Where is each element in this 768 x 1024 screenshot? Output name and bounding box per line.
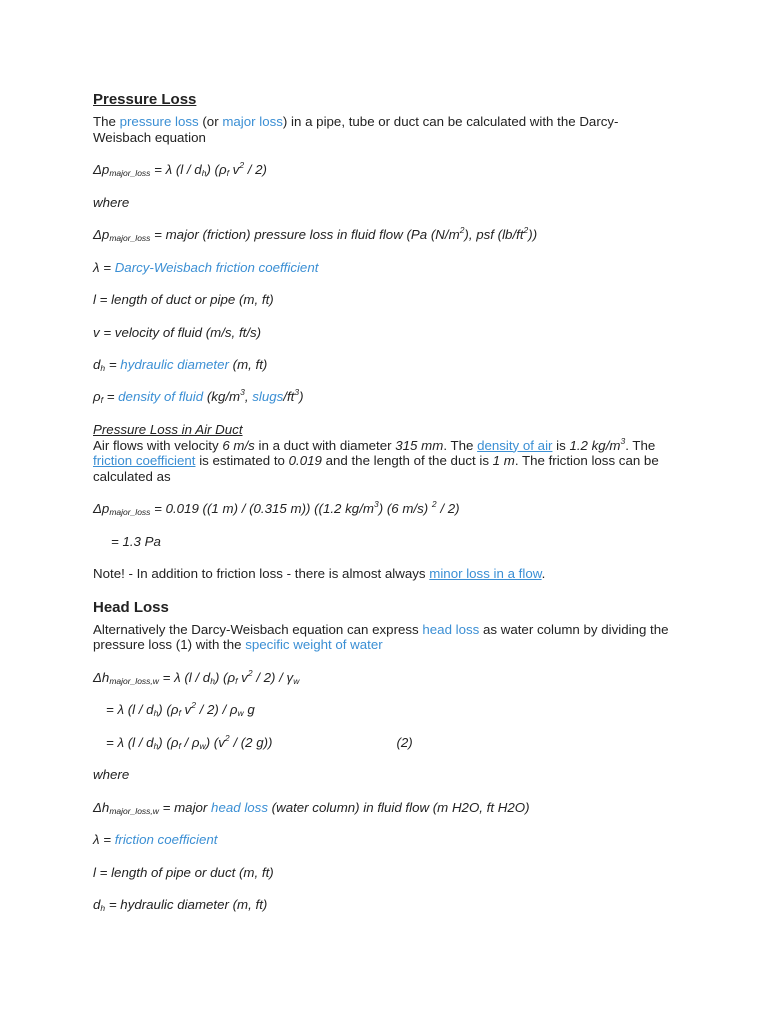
eq-text: / 2) / ρ — [195, 702, 238, 718]
eq-subscript: h — [153, 740, 159, 751]
def-head-loss — [93, 800, 673, 816]
ex-text: . The — [443, 437, 478, 453]
def-pressure-loss — [93, 227, 673, 243]
where-label: where — [93, 767, 130, 783]
eq-superscript: 2 — [247, 667, 253, 678]
link-hydraulic-diameter[interactable]: hydraulic diameter — [120, 356, 229, 372]
def-subscript: h — [100, 903, 106, 914]
section-heading-head-loss: Head Loss — [93, 598, 169, 616]
example-heading: Pressure Loss in Air Duct — [93, 421, 243, 437]
eq-text: ) (ρ — [158, 734, 179, 750]
def-superscript: 3 — [294, 387, 300, 398]
intro-text: Alternatively the Darcy-Weisbach equation can express — [93, 621, 423, 637]
def-text: = hydraulic diameter (m, ft) — [105, 897, 268, 913]
where-label: where — [93, 194, 130, 210]
intro-text: ) in a pipe, tube or duct can be calculated with the Darcy-Weisbach equation — [93, 114, 619, 145]
calc-text: = 0.019 ((1 m) / (0.315 m)) ((1.2 kg/m — [150, 501, 374, 517]
eq-subscript: h — [153, 708, 159, 719]
calc-subscript: major_loss — [109, 507, 151, 518]
eq-text: v — [228, 162, 240, 178]
eq-text: = λ (l / d — [106, 734, 154, 750]
def-velocity: v = velocity of fluid (m/s, ft/s) — [93, 324, 262, 340]
eq-symbol: Δp — [93, 162, 110, 178]
eq-subscript: major_loss,w — [109, 675, 159, 686]
def-text: (kg/m — [203, 389, 241, 405]
darcy-weisbach-equation — [93, 162, 673, 178]
link-minor-loss[interactable]: minor loss in a flow — [429, 566, 542, 582]
head-loss-equation-2 — [93, 702, 673, 718]
eq-text: v — [180, 702, 192, 718]
section-heading-pressure-loss: Pressure Loss — [93, 91, 197, 108]
eq-superscript: 2 — [224, 732, 230, 743]
def-text: ) — [299, 389, 304, 405]
link-density-of-air[interactable]: density of air — [477, 437, 553, 453]
ex-text: is estimated to — [195, 453, 289, 469]
def-text: λ = — [93, 832, 115, 848]
def-text: , — [244, 389, 253, 405]
intro-text: The — [93, 114, 120, 129]
intro-text: (or — [198, 114, 223, 129]
def-superscript: 2 — [459, 225, 465, 236]
eq-subscript: w — [199, 740, 206, 751]
def-symbol: Δp — [93, 227, 110, 243]
eq-subscript: h — [210, 675, 215, 686]
link-head-loss-def[interactable]: head loss — [211, 799, 268, 815]
eq-text: ) (ρ — [214, 669, 236, 685]
def-length-head: l = length of pipe or duct (m, ft) — [93, 864, 274, 880]
def-hydraulic-diameter-head — [93, 897, 673, 913]
link-pressure-loss[interactable]: pressure loss — [119, 114, 199, 129]
def-lambda-head — [93, 832, 673, 848]
def-symbol: d — [93, 356, 101, 372]
ex-text: . The — [625, 437, 656, 453]
eq-text: / 2) — [244, 162, 267, 178]
def-symbol: ρ — [93, 389, 101, 405]
head-loss-equation-1 — [93, 667, 673, 686]
eq-subscript: w — [237, 708, 244, 719]
eq-text: / ρ — [180, 734, 200, 750]
def-subscript: major_loss,w — [109, 805, 159, 816]
calc-superscript: 3 — [373, 499, 379, 510]
link-friction-coefficient-def[interactable]: friction coefficient — [114, 832, 218, 848]
link-major-loss[interactable]: major loss — [222, 114, 283, 129]
example-paragraph — [93, 435, 673, 485]
note-text: Note! - In addition to friction loss - there is almost always — [93, 566, 430, 582]
ex-value: 1.2 kg/m — [569, 437, 621, 453]
calc-text: / 2) — [436, 501, 460, 517]
def-text: /ft — [283, 389, 295, 405]
def-length: l = length of duct or pipe (m, ft) — [93, 292, 274, 308]
eq-superscript: 2 — [191, 700, 196, 711]
eq-symbol: Δh — [93, 669, 110, 685]
eq-text: / 2) / γ — [252, 669, 294, 685]
def-text: (m, ft) — [228, 356, 268, 372]
eq-text: / (2 g)) — [229, 734, 273, 750]
def-superscript: 2 — [523, 225, 529, 236]
def-symbol: Δh — [93, 799, 110, 815]
ex-text: . The friction loss can be calculated as — [93, 453, 659, 484]
def-text: = major — [158, 799, 212, 815]
ex-superscript: 3 — [620, 435, 626, 446]
head-loss-equation-3 — [93, 732, 673, 751]
eq-text: = λ (l / d — [158, 669, 211, 685]
eq-text: ) (ρ — [158, 702, 179, 718]
link-darcy-weisbach-coefficient[interactable]: Darcy-Weisbach friction coefficient — [114, 259, 319, 275]
ex-value: 315 mm — [395, 437, 444, 453]
def-text: λ = — [93, 259, 115, 275]
def-density — [93, 389, 673, 405]
def-symbol: d — [93, 897, 101, 913]
head-loss-intro — [93, 622, 673, 653]
ex-value: 6 m/s — [222, 437, 255, 453]
def-text: = major (friction) pressure loss in fluid flow (Pa (N/m — [150, 227, 460, 243]
calc-superscript: 2 — [431, 499, 437, 510]
ex-text: in a duct with diameter — [254, 437, 396, 453]
note-text: . — [541, 566, 546, 582]
def-superscript: 3 — [240, 387, 245, 398]
note-minor-loss — [93, 566, 673, 582]
intro-text: as water column by dividing the pressure loss (1) with the — [93, 621, 669, 653]
link-friction-coefficient[interactable]: friction coefficient — [93, 453, 196, 469]
def-text: )) — [528, 227, 538, 243]
eq-subscript: h — [201, 168, 207, 179]
def-text: (water column) in fluid flow (m H2O, ft H2O) — [267, 799, 530, 815]
eq-text: = λ (l / d — [106, 702, 154, 718]
document-body — [93, 91, 673, 913]
calc-text: ) (6 m/s) — [378, 501, 432, 517]
link-specific-weight[interactable]: specific weight of water — [245, 637, 383, 653]
eq-text: g — [243, 702, 255, 718]
link-density-of-fluid[interactable]: density of fluid — [118, 389, 204, 405]
ex-text: is — [552, 437, 570, 453]
eq-text: = λ (l / d — [150, 162, 202, 178]
ex-value: 1 m — [492, 453, 515, 469]
def-text: = — [103, 389, 119, 405]
def-subscript: h — [100, 362, 106, 373]
example-result: = 1.3 Pa — [111, 533, 161, 549]
eq-subscript: w — [293, 675, 300, 686]
example-calculation — [93, 501, 673, 517]
eq-text: ) (v — [205, 734, 225, 750]
eq-subscript: major_loss — [109, 168, 151, 179]
ex-text: Air flows with velocity — [93, 437, 223, 453]
eq-subscript: f — [178, 740, 181, 751]
def-lambda — [93, 260, 673, 276]
eq-subscript: f — [226, 168, 229, 179]
eq-text: ) (ρ — [206, 162, 227, 178]
ex-value: 0.019 — [288, 453, 322, 469]
def-hydraulic-diameter — [93, 357, 673, 373]
calc-symbol: Δp — [93, 501, 110, 517]
pressure-loss-intro — [93, 114, 673, 145]
equation-number: (2) — [396, 734, 413, 750]
link-head-loss[interactable]: head loss — [422, 621, 480, 637]
def-subscript: f — [100, 395, 103, 406]
eq-subscript: f — [235, 675, 238, 686]
link-slugs[interactable]: slugs — [252, 389, 284, 405]
def-text: = — [105, 356, 121, 372]
eq-subscript: f — [178, 708, 181, 719]
def-subscript: major_loss — [109, 233, 151, 244]
eq-superscript: 2 — [239, 160, 245, 171]
ex-text: and the length of the duct is — [321, 453, 493, 469]
def-text: ), psf (lb/ft — [464, 227, 524, 243]
eq-text: v — [237, 669, 248, 685]
